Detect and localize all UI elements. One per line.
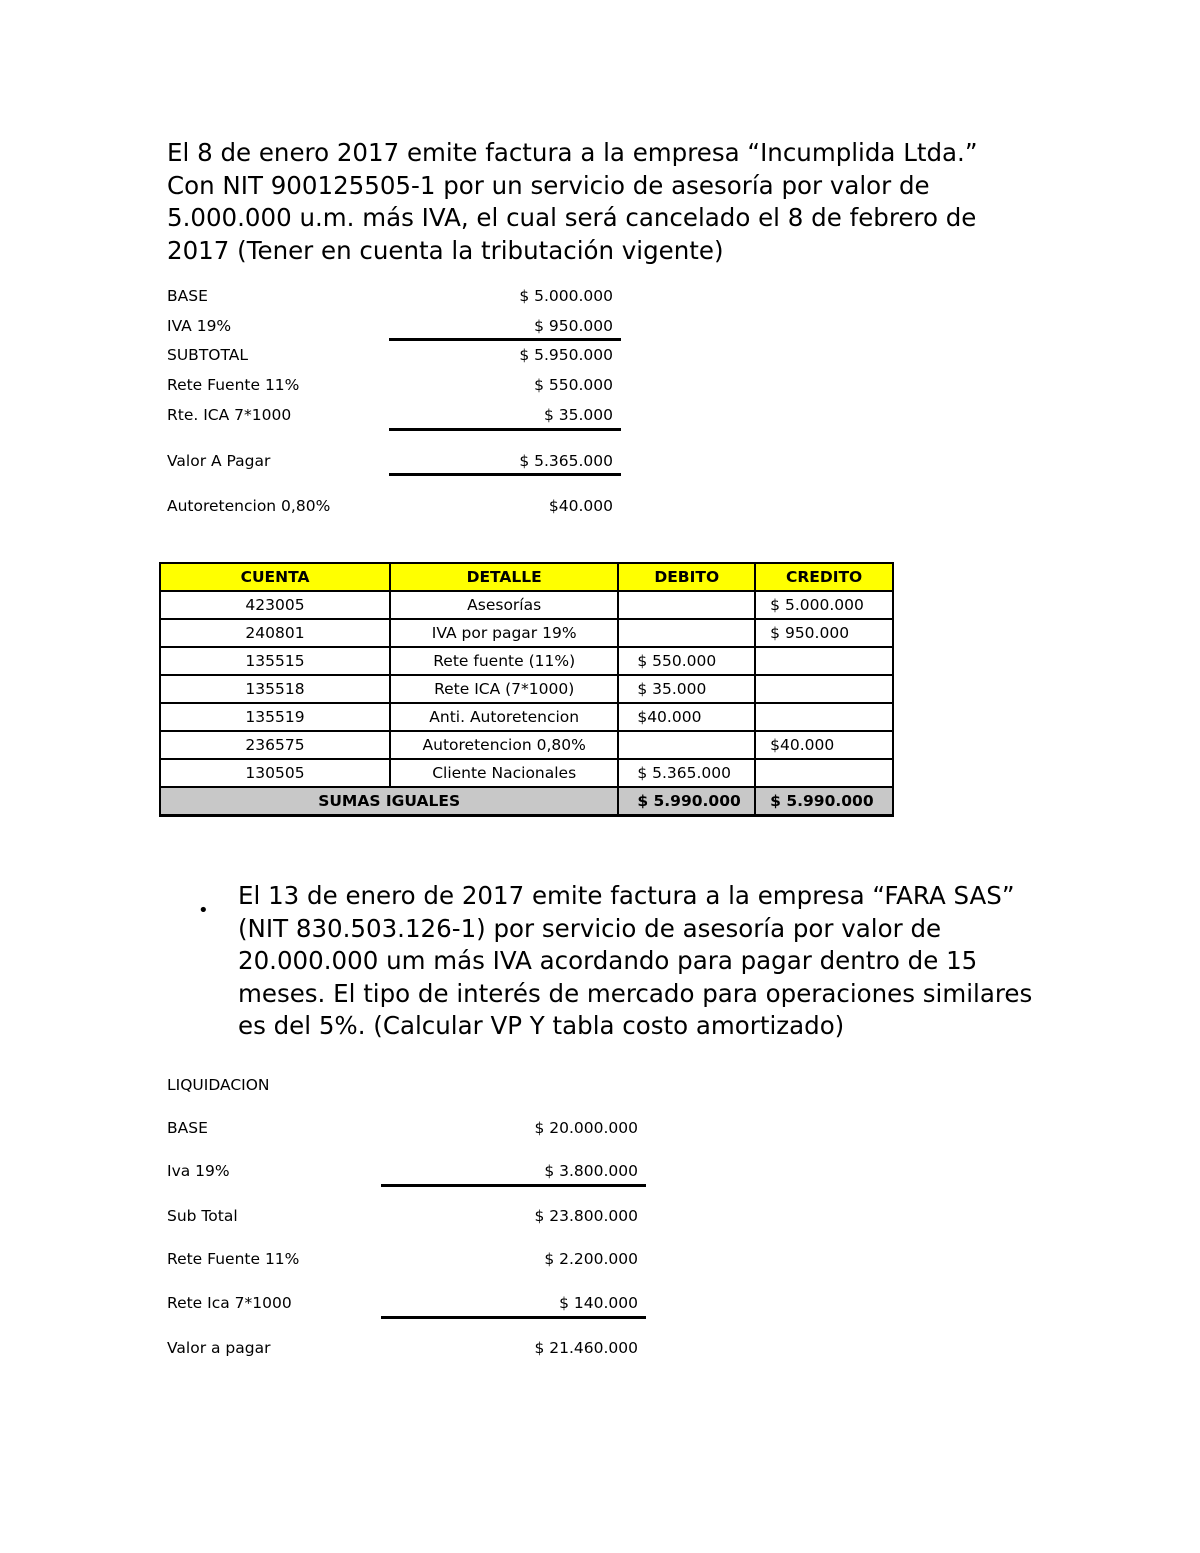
total-credito: $ 5.990.000	[755, 787, 893, 816]
liquidacion-heading-text: LIQUIDACION	[167, 1076, 270, 1094]
debito-cell: $ 550.000	[618, 647, 755, 675]
subtotal-value: $ 23.800.000	[534, 1207, 638, 1225]
header-debito: DEBITO	[618, 563, 755, 591]
credito-cell	[755, 675, 893, 703]
retefuente-label: Rete Fuente 11%	[167, 1250, 300, 1268]
detalle-cell: IVA por pagar 19%	[390, 619, 618, 647]
detalle-cell: Rete fuente (11%)	[390, 647, 618, 675]
base-row	[167, 1119, 638, 1141]
retefuente-row	[167, 1250, 638, 1272]
cuenta-cell: 130505	[160, 759, 390, 787]
detalle-cell: Asesorías	[390, 591, 618, 619]
valor-row	[167, 1339, 638, 1361]
divider	[381, 1184, 646, 1187]
iva-label: IVA 19%	[167, 317, 232, 335]
reteica-row	[167, 1294, 638, 1316]
subtotal-value: $ 5.950.000	[519, 346, 613, 364]
detalle-cell: Autoretencion 0,80%	[390, 731, 618, 759]
valor-value: $ 21.460.000	[534, 1339, 638, 1357]
detalle-cell: Anti. Autoretencion	[390, 703, 618, 731]
base-value: $ 5.000.000	[519, 287, 613, 305]
reteica-label: Rte. ICA 7*1000	[167, 406, 292, 424]
intro-paragraph: El 8 de enero 2017 emite factura a la empresa “Incumplida Ltda.” Con NIT 900125505-1 por un servicio de asesoría por valor de 5.000.000 u.m. más IVA, el cual será cancelado el 8 de febrero de 2017 (Tener en cuenta la tributación vigente)	[167, 138, 978, 265]
cuenta-cell: 135515	[160, 647, 390, 675]
iva-value: $ 950.000	[534, 317, 613, 335]
base-label: BASE	[167, 287, 208, 305]
bullet-icon: •	[198, 900, 209, 921]
credito-cell	[755, 703, 893, 731]
total-debito: $ 5.990.000	[618, 787, 755, 816]
iva-value: $ 3.800.000	[544, 1162, 638, 1180]
credito-cell: $ 950.000	[755, 619, 893, 647]
header-credito: CREDITO	[755, 563, 893, 591]
cuenta-cell: 135518	[160, 675, 390, 703]
valor-value: $ 5.365.000	[519, 452, 613, 470]
reteica-value: $ 140.000	[559, 1294, 638, 1312]
retefuente-value: $ 2.200.000	[544, 1250, 638, 1268]
autoretencion-value: $40.000	[548, 497, 613, 515]
cuenta-cell: 240801	[160, 619, 390, 647]
credito-cell	[755, 759, 893, 787]
item2-paragraph: El 13 de enero de 2017 emite factura a la empresa “FARA SAS” (NIT 830.503.126-1) por servicio de asesoría por valor de 20.000.000 um más IVA acordando para pagar dentro de 15 meses. El tipo de interés de mercado para operaciones similares es del 5%. (Calcular VP Y tabla costo amortizado)	[238, 881, 1033, 1040]
header-cuenta: CUENTA	[160, 563, 390, 591]
base-value: $ 20.000.000	[534, 1119, 638, 1137]
detalle-cell: Rete ICA (7*1000)	[390, 675, 618, 703]
debito-cell: $ 5.365.000	[618, 759, 755, 787]
credito-cell	[755, 647, 893, 675]
iva-label: Iva 19%	[167, 1162, 230, 1180]
subtotal-label: SUBTOTAL	[167, 346, 248, 364]
retefuente-value: $ 550.000	[534, 376, 613, 394]
credito-cell: $40.000	[755, 731, 893, 759]
cuenta-cell: 135519	[160, 703, 390, 731]
header-detalle: DETALLE	[390, 563, 618, 591]
base-label: BASE	[167, 1119, 208, 1137]
totals-label: SUMAS IGUALES	[160, 787, 618, 816]
retefuente-label: Rete Fuente 11%	[167, 376, 300, 394]
valor-label: Valor A Pagar	[167, 452, 271, 470]
valor-label: Valor a pagar	[167, 1339, 271, 1357]
liquidation-summary-2	[167, 0, 667, 1400]
detalle-cell: Cliente Nacionales	[390, 759, 618, 787]
cuenta-cell: 423005	[160, 591, 390, 619]
subtotal-row	[167, 1207, 638, 1229]
cuenta-cell: 236575	[160, 731, 390, 759]
reteica-label: Rete Ica 7*1000	[167, 1294, 292, 1312]
debito-cell: $ 35.000	[618, 675, 755, 703]
subtotal-label: Sub Total	[167, 1207, 238, 1225]
divider	[381, 1316, 646, 1319]
credito-cell: $ 5.000.000	[755, 591, 893, 619]
autoretencion-label: Autoretencion 0,80%	[167, 497, 331, 515]
reteica-value: $ 35.000	[543, 406, 613, 424]
debito-cell: $40.000	[618, 703, 755, 731]
iva-row	[167, 1162, 638, 1184]
